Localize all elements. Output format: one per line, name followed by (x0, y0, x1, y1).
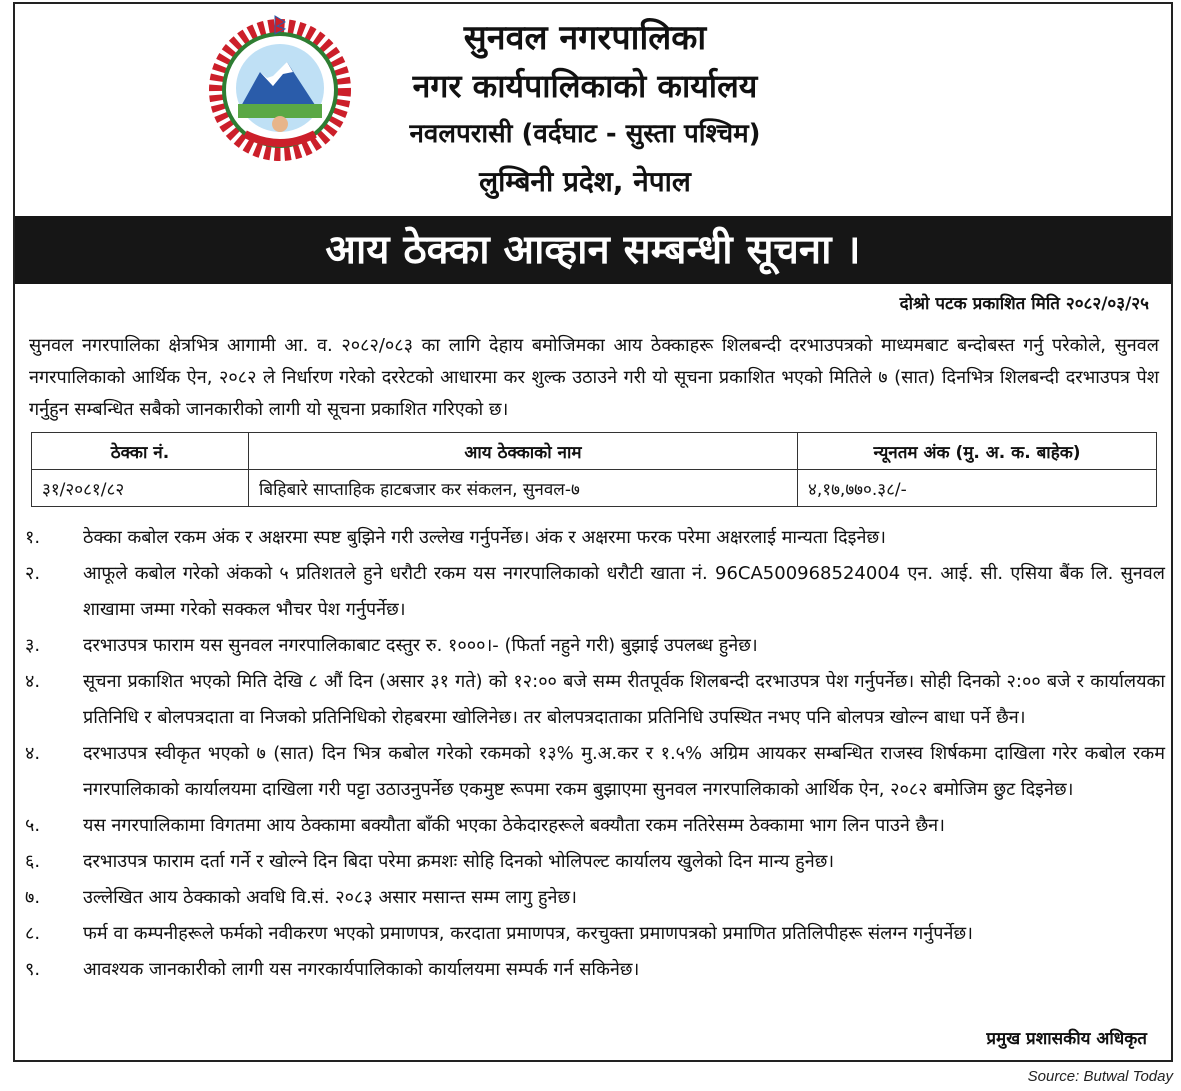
item-text: आफूले कबोल गरेको अंकको ५ प्रतिशतले हुने धरौटी रकम यस नगरपालिकाको धरौटी खाता नं. 96CA500968524004 एन. आई. सी. एसिया बैंक लि. सुनवल शाखामा जम्मा गरेको सक्कल भौचर पेश गर्नुपर्नेछ। (83, 563, 1165, 620)
notice-title: आय ठेक्का आव्हान सम्बन्धी सूचना । (15, 216, 1171, 284)
item-number: ७. (25, 887, 41, 908)
list-item (25, 844, 1165, 880)
item-number: १. (25, 527, 41, 548)
table-row (32, 470, 1157, 507)
item-number: ६. (25, 851, 41, 872)
notice-frame (13, 2, 1173, 1062)
list-item (25, 916, 1165, 952)
cell-min-amount: ४,१७,७७०.३८/- (798, 470, 1157, 507)
cell-contract-no: ३१/२०८१/८२ (32, 470, 249, 507)
list-item (25, 556, 1165, 628)
list-item (25, 664, 1165, 736)
list-item (25, 736, 1165, 808)
list-item (25, 880, 1165, 916)
list-item (25, 520, 1165, 556)
col-header-contract-no: ठेक्का नं. (32, 433, 249, 470)
list-item (25, 952, 1165, 988)
source-credit: Source: Butwal Today (1027, 1068, 1173, 1085)
nepal-government-emblem (205, 12, 355, 162)
item-text: सूचना प्रकाशित भएको मिति देखि ८ औं दिन (असार ३१ गते) को १२:०० बजे सम्म रीतपूर्वक शिलबन्दी दरभाउपत्र पेश गर्नुपर्नेछ। सोही दिनको २:०० बजे र कार्यालयका प्रतिनिधि र बोलपत्रदाता वा निजको प्रतिनिधिको रोहबरमा खोलिनेछ। तर बोलपत्रदाताका प्रतिनिधि उपस्थित नभए पनि बोलपत्र खोल्न बाधा पर्ने छैन। (83, 671, 1165, 728)
item-number: ४. (25, 743, 41, 764)
intro-paragraph: सुनवल नगरपालिका क्षेत्रभित्र आगामी आ. व. २०८२/०८३ का लागि देहाय बमोजिमका आय ठेक्काहरू शिलबन्दी दरभाउपत्रको माध्यमबाट बन्दोबस्त गर्नु परेकोले, सुनवल नगरपालिकाको आर्थिक ऐन, २०८२ ले निर्धारण गरेको दररेटको आधारमा कर शुल्क उठाउने गरी यो सूचना प्रकाशित भएको मितिले ७ (सात) दिनभित्र शिलबन्दी दरभाउपत्र पेश गर्नुहुन सम्बन्धित सबैको जानकारीको लागी यो सूचना प्रकाशित गरिएको छ। (29, 335, 1159, 420)
municipality-name: सुनवल नगरपालिका (463, 18, 707, 58)
list-item (25, 808, 1165, 844)
contract-table (31, 432, 1157, 507)
list-item (25, 628, 1165, 664)
item-number: ४. (25, 671, 41, 692)
item-text: ठेक्का कबोल रकम अंक र अक्षरमा स्पष्ट बुझिने गरी उल्लेख गर्नुपर्नेछ। अंक र अक्षरमा फरक परेमा अक्षरलाई मान्यता दिइनेछ। (83, 527, 886, 548)
item-number: ९. (25, 959, 41, 980)
publish-date: दोश्रो पटक प्रकाशित मिति २०८२/०३/२५ (899, 294, 1149, 314)
item-number: ८. (25, 923, 41, 944)
province-name: लुम्बिनी प्रदेश, नेपाल (479, 165, 691, 198)
item-text: उल्लेखित आय ठेक्काको अवधि वि.सं. २०८३ असार मसान्त सम्म लागु हुनेछ। (83, 887, 577, 908)
item-text: यस नगरपालिकामा विगतमा आय ठेक्कामा बक्यौता बाँकी भएका ठेकेदारहरूले बक्यौता रकम नतिरेसम्म ठेक्कामा भाग लिन पाउने छैन। (83, 815, 945, 836)
district-name: नवलपरासी (वर्दघाट - सुस्ता पश्चिम) (409, 119, 761, 149)
signatory-title: प्रमुख प्रशासकीय अधिकृत (986, 1029, 1147, 1049)
office-name-block (345, 14, 825, 206)
item-text: दरभाउपत्र फाराम दर्ता गर्ने र खोल्ने दिन बिदा परेमा क्रमशः सोहि दिनको भोलिपल्ट कार्यालय खुलेको दिन मान्य हुनेछ। (83, 851, 835, 872)
item-text: दरभाउपत्र स्वीकृत भएको ७ (सात) दिन भित्र कबोल गरेको रकमको १३% मु.अ.कर र १.५% अग्रिम आयकर सम्बन्धित राजस्व शिर्षकमा दाखिला गरेर कबोल रकम नगरपालिकाको कार्यालयमा दाखिला गरी पट्टा उठाउनुपर्नेछ एकमुष्ट रूपमा रकम बुझाएमा सुनवल नगरपालिकाको आर्थिक ऐन, २०८२ बमोजिम छुट दिइनेछ। (83, 743, 1165, 800)
office-name: नगर कार्यपालिकाको कार्यालय (412, 67, 758, 105)
item-text: आवश्यक जानकारीको लागी यस नगरकार्यपालिकाको कार्यालयमा सम्पर्क गर्न सकिनेछ। (83, 959, 640, 980)
table-header-row (32, 433, 1157, 470)
header (15, 4, 1171, 216)
col-header-min-amount: न्यूनतम अंक (मु. अ. क. बाहेक) (798, 433, 1157, 470)
terms-list (25, 520, 1165, 988)
item-number: २. (25, 563, 41, 584)
item-number: ५. (25, 815, 41, 836)
item-number: ३. (25, 635, 41, 656)
item-text: फर्म वा कम्पनीहरूले फर्मको नवीकरण भएको प्रमाणपत्र, करदाता प्रमाणपत्र, करचुक्ता प्रमाणपत्रको प्रमाणित प्रतिलिपीहरू संलग्न गर्नुपर्नेछ। (83, 923, 973, 944)
col-header-contract-name: आय ठेक्काको नाम (249, 433, 798, 470)
item-text: दरभाउपत्र फाराम यस सुनवल नगरपालिकाबाट दस्तुर रु. १०००।- (फिर्ता नहुने गरी) बुझाई उपलब्ध हुनेछ। (83, 635, 758, 656)
cell-contract-name: बिहिबारे साप्ताहिक हाटबजार कर संकलन, सुनवल-७ (249, 470, 798, 507)
